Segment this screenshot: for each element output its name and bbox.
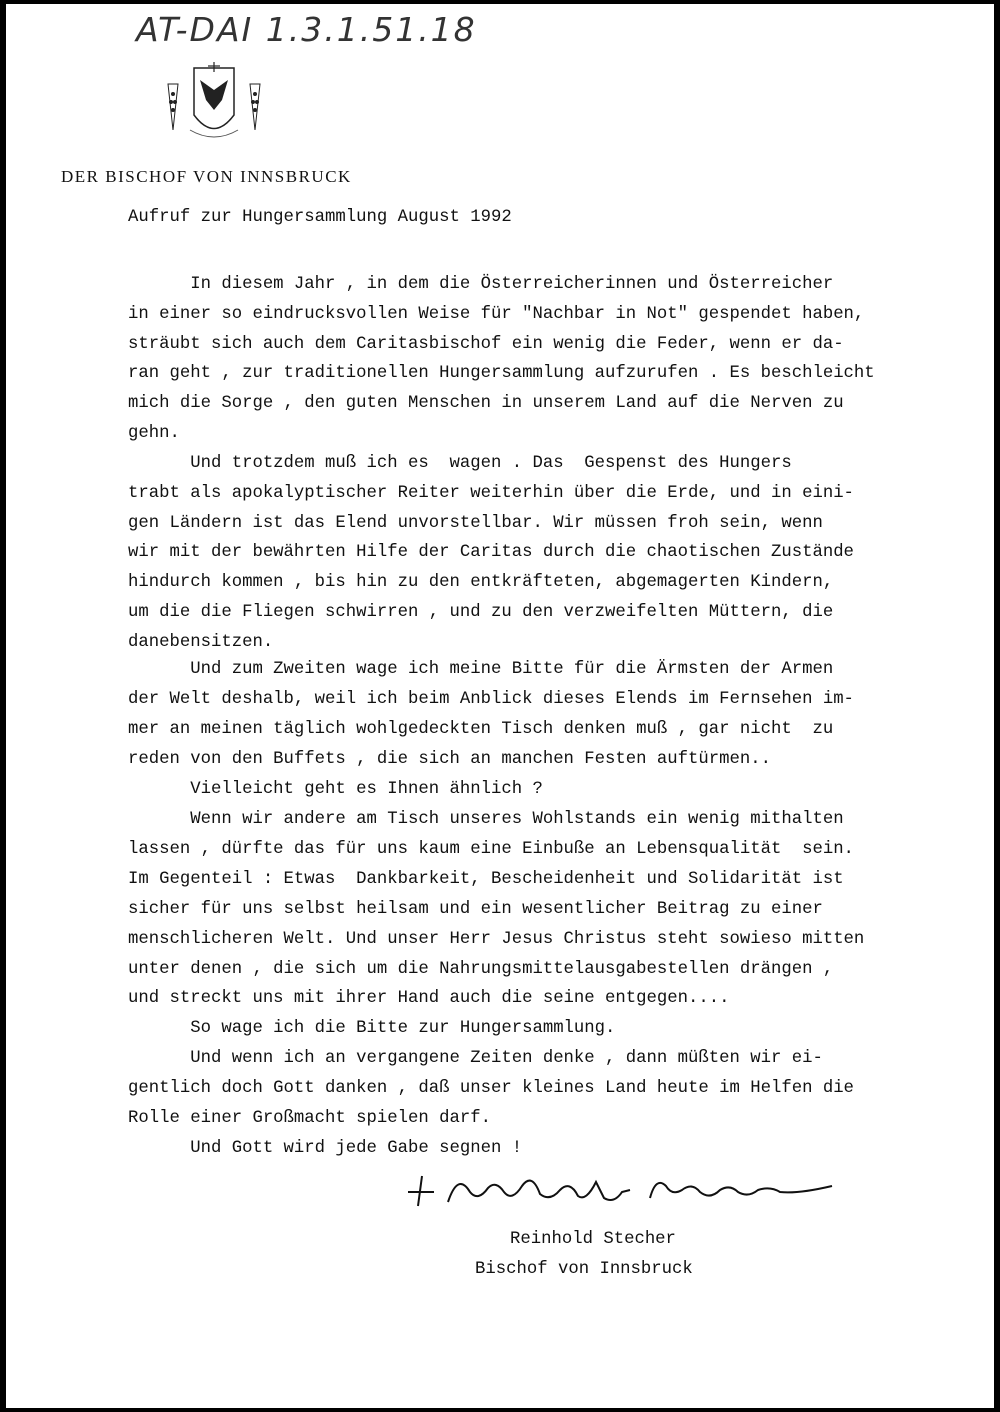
body-line: lassen , dürfte das für uns kaum eine Einbuße an Lebensqualität sein.	[128, 839, 854, 859]
archive-reference: AT-DAI 1.3.1.51.18	[136, 10, 477, 49]
body-line: reden von den Buffets , die sich an manchen Festen auftürmen..	[128, 749, 771, 769]
letter-title: Aufruf zur Hungersammlung August 1992	[128, 208, 512, 227]
body-line: um die die Fliegen schwirren , und zu den verzweifelten Müttern, die	[128, 603, 834, 622]
body-line: ran geht , zur traditionellen Hungersammlung aufzurufen . Es beschleicht	[128, 364, 875, 384]
body-line: gentlich doch Gott danken , daß unser kleines Land heute im Helfen die	[128, 1079, 854, 1099]
body-line: sträubt sich auch dem Caritasbischof ein wenig die Feder, wenn er da-	[128, 334, 844, 354]
letterhead: DER BISCHOF VON INNSBRUCK	[61, 167, 352, 186]
body-line: wir mit der bewährten Hilfe der Caritas durch die chaotischen Zustände	[128, 543, 854, 563]
body-line: gehn.	[128, 424, 180, 443]
episcopal-coat-of-arms-icon	[164, 60, 264, 148]
body-line: Vielleicht geht es Ihnen ähnlich ?	[128, 779, 543, 799]
body-line: in einer so eindrucksvollen Weise für "Nachbar in Not" gespendet haben,	[128, 304, 865, 324]
body-line: danebensitzen.	[128, 632, 274, 652]
body-line: Und wenn ich an vergangene Zeiten denke , dann müßten wir ei-	[128, 1049, 823, 1069]
body-line: sicher für uns selbst heilsam und ein wesentlicher Beitrag zu einer	[128, 899, 823, 919]
body-line: unter denen , die sich um die Nahrungsmittelausgabestellen drängen ,	[128, 959, 834, 979]
body-line: gen Ländern ist das Elend unvorstellbar. Wir müssen froh sein, wenn	[128, 513, 823, 533]
body-line: hindurch kommen , bis hin zu den entkräfteten, abgemagerten Kindern,	[128, 573, 834, 593]
body-line: Und Gott wird jede Gabe segnen !	[128, 1139, 523, 1159]
body-line: Im Gegenteil : Etwas Dankbarkeit, Bescheidenheit und Solidarität ist	[128, 869, 844, 889]
body-line: So wage ich die Bitte zur Hungersammlung.	[128, 1019, 616, 1039]
body-line: mich die Sorge , den guten Menschen in unserem Land auf die Nerven zu	[128, 394, 844, 414]
body-line: Und zum Zweiten wage ich meine Bitte für die Ärmsten der Armen	[128, 660, 834, 679]
body-line: trabt als apokalyptischer Reiter weiterhin über die Erde, und in eini-	[128, 483, 854, 503]
body-line: Rolle einer Großmacht spielen darf.	[128, 1109, 491, 1129]
body-line: In diesem Jahr , in dem die Österreicherinnen und Österreicher	[128, 275, 834, 294]
handwritten-signature	[400, 1162, 840, 1212]
signatory-name: Reinhold Stecher	[510, 1230, 676, 1249]
body-line: menschlicheren Welt. Und unser Herr Jesus Christus steht sowieso mitten	[128, 929, 865, 949]
body-line: mer an meinen täglich wohlgedeckten Tisch denken muß , gar nicht zu	[128, 719, 834, 739]
body-line: Und trotzdem muß ich es wagen . Das Gespenst des Hungers	[128, 454, 792, 473]
body-line: Wenn wir andere am Tisch unseres Wohlstands ein wenig mithalten	[128, 809, 844, 829]
signatory-title: Bischof von Innsbruck	[475, 1260, 693, 1279]
body-line: der Welt deshalb, weil ich beim Anblick dieses Elends im Fernsehen im-	[128, 689, 854, 709]
body-line: und streckt uns mit ihrer Hand auch die seine entgegen....	[128, 989, 730, 1009]
